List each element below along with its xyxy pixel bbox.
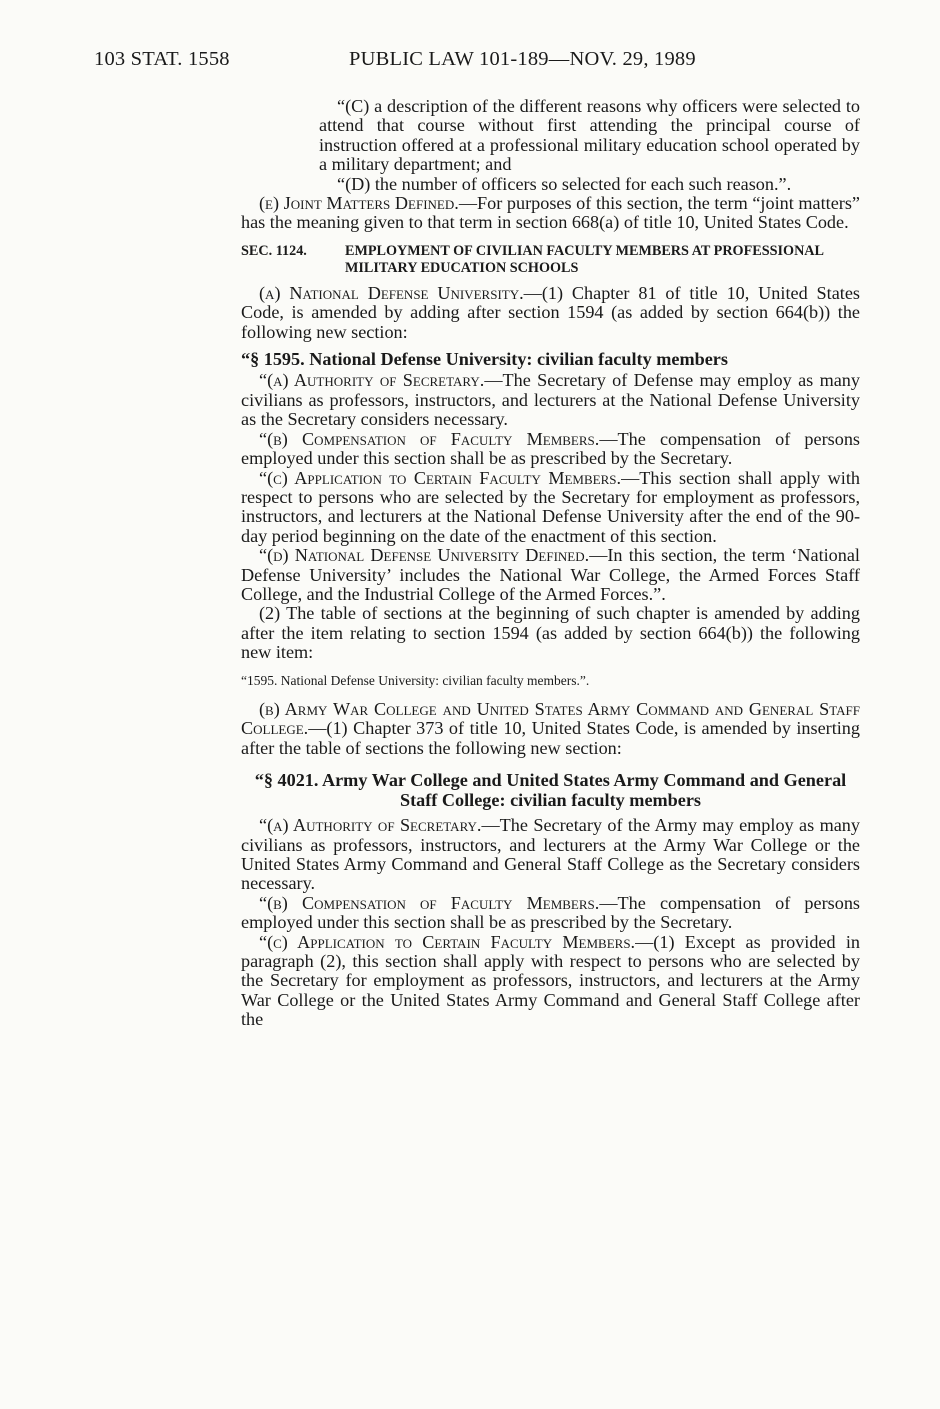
subsection-b-heading: (b) Army War College and United States Army Command and General Staff College. [241,698,860,739]
section-4021-title: “§ 4021. Army War College and United States Army Command and General Staff College: civilian faculty members [254,770,847,811]
s4021-c-text: —(1) Except as provided in paragraph (2), this section shall apply with respect to persons who are selected by the Secretary for employment as professors, instructors, and lecturers at the Army War College or the United States Army Command and General Staff College after the [241,931,860,1030]
document-body [241,97,860,1030]
section-heading [241,243,860,277]
subsection-a [241,284,860,342]
paragraph-d: “(D) the number of officers so selected for each such reason.”. [337,173,792,194]
paragraph-e [241,194,860,233]
paragraph-e-text: —For purposes of this section, the term “joint matters” has the meaning given to that term in section 668(a) of title 10, United States Code. [241,193,861,233]
table-item-1595: “1595. National Defense University: civilian faculty members.”. [241,672,590,688]
subsection-a-heading: (a) National Defense University. [259,282,524,303]
s1595-c-text: —This section shall apply with respect to persons who are selected by the Secretary for employment as professors, instructors, and lecturers at the National Defense University after the end of the 90-day period beginning on the date of the enactment of this section. [241,467,860,546]
section-number: SEC. 1124. [241,242,307,259]
s1595-c [241,469,860,547]
s1595-d-text: —In this section, the term ‘National Defense University’ includes the National War College, the Armed Forces Staff College, and the Industrial College of the Armed Forces.”. [241,545,860,604]
s4021-b [241,894,860,933]
s1595-c-heading: “(c) Application to Certain Faculty Members. [259,467,622,488]
s4021-a [241,816,860,894]
s4021-b-heading: “(b) Compensation of Faculty Members. [259,892,600,913]
s1595-d [241,546,860,604]
s1595-b-text: —The compensation of persons employed under this section shall be as prescribed by the Secretary. [241,428,860,469]
section-1595-title: “§ 1595. National Defense University: civilian faculty members [241,349,728,370]
public-law-title: PUBLIC LAW 101-189—NOV. 29, 1989 [349,48,696,70]
s1595-b-heading: “(b) Compensation of Faculty Members. [259,428,600,449]
paragraph-2: (2) The table of sections at the beginning of such chapter is amended by adding after the item relating to section 1594 (as added by section 664(b)) the following new item: [241,603,860,663]
s4021-a-heading: “(a) Authority of Secretary. [259,815,482,836]
statute-citation: 103 STAT. 1558 [94,48,230,70]
s4021-c-heading: “(c) Application to Certain Faculty Members. [259,931,636,952]
s1595-b [241,430,860,469]
paragraph-c: “(C) a description of the different reasons why officers were selected to attend that course without first attending the principal course of instruction offered at a professional military education school operated by a military department; and [319,96,860,175]
s1595-a [241,371,860,429]
section-title: EMPLOYMENT OF CIVILIAN FACULTY MEMBERS AT PROFESSIONAL MILITARY EDUCATION SCHOOLS [345,242,824,276]
s1595-a-heading: “(a) Authority of Secretary. [259,370,485,391]
s1595-d-heading: “(d) National Defense University Defined. [259,545,590,566]
s4021-a-text: —The Secretary of the Army may employ as many civilians as professors, instructors, and lecturers at the Army War College or the United States Army Command and General Staff College as the Secretary considers necessary. [241,815,860,894]
paragraph-e-heading: (e) Joint Matters Defined. [259,193,459,214]
subsection-b [241,700,860,758]
subsection-b-text: —(1) Chapter 373 of title 10, United States Code, is amended by inserting after the table of sections the following new section: [241,718,860,758]
s1595-a-text: —The Secretary of Defense may employ as many civilians as professors, instructors, and lecturers at the National Defense University as the Secretary considers necessary. [241,370,860,430]
s4021-b-text: —The compensation of persons employed under this section shall be as prescribed by the Secretary. [241,892,860,933]
s4021-c [241,933,860,1030]
subsection-a-text: —(1) Chapter 81 of title 10, United States Code, is amended by adding after section 1594 (as added by section 664(b)) the following new section: [241,282,860,342]
